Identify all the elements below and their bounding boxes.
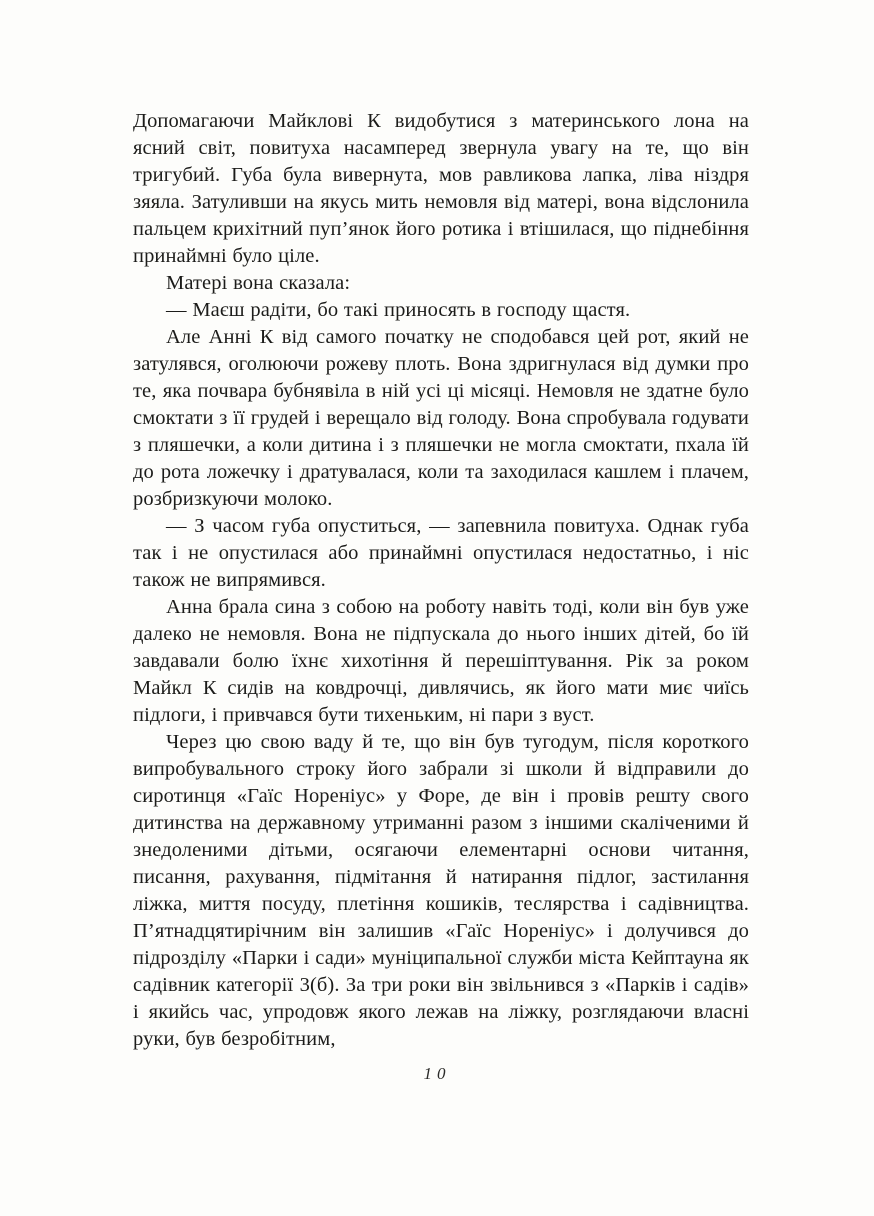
body-text	[133, 108, 749, 1053]
paragraph: Через цю свою ваду й те, що він був тугодум, після короткого випробувального строку його забрали зі школи й відправили до сиротинця «Гаїс Нореніус» у Форе, де він і провів решту свого дитинства на державному утриманні разом з іншими скаліченими й знедоленими дітьми, осягаючи елементарні основи читання, писання, рахування, підмітання й натирання підлог, застилання ліжка, миття посуду, плетіння кошиків, теслярства і садівництва. П’ятнадцятирічним він залишив «Гаїс Нореніус» і долучився до підрозділу «Парки і сади» муніципальної служби міста Кейптауна як садівник категорії 3(б). За три роки він звільнився з «Парків і садів» і якийсь час, упродовж якого лежав на ліжку, розглядаючи власні руки, був безробітним,	[133, 731, 749, 1050]
paragraph: Анна брала сина з собою на роботу навіть тоді, коли він був уже далеко не немовля. Вона не підпускала до нього інших дітей, бо їй завдавали болю їхнє хихотіння й перешіптування. Рік за роком Майкл К сидів на ковдрочці, дивлячись, як його мати миє чиїсь підлоги, і привчався бути тихеньким, ні пари з вуст.	[133, 596, 749, 726]
paragraph: Але Анні К від самого початку не сподобався цей рот, який не затулявся, оголюючи рожеву плоть. Вона здригнулася від думки про те, яка почвара бубнявіла в ній усі ці місяці. Немовля не здатне було смоктати з її грудей і верещало від голоду. Вона спробувала годувати з пляшечки, а коли дитина і з пляшечки не могла смоктати, пхала їй до рота ложечку і дратувалася, коли та заходилася кашлем і плачем, розбризкуючи молоко.	[133, 326, 749, 510]
page-number: 10	[423, 1064, 451, 1083]
paragraph-dialogue: — Маєш радіти, бо такі приносять в господу щастя.	[166, 299, 631, 321]
paragraph: Матері вона сказала:	[166, 272, 351, 294]
paragraph-dialogue: — З часом губа опуститься, — запевнила повитуха. Однак губа так і не опустилася або принаймні опустилася недостатньо, і ніс також не випрямився.	[133, 515, 749, 591]
paragraph-opening: Допомагаючи Майклові К видобутися з материнського лона на ясний світ, повитуха насамперед звернула увагу на те, що він тригубий. Губа була вивернута, мов равликова лапка, ліва ніздря зяяла. Затуливши на якусь мить немовля від матері, вона відслонила пальцем крихітний пуп’янок його ротика і втішилася, що піднебіння принаймні було ціле.	[133, 110, 749, 267]
